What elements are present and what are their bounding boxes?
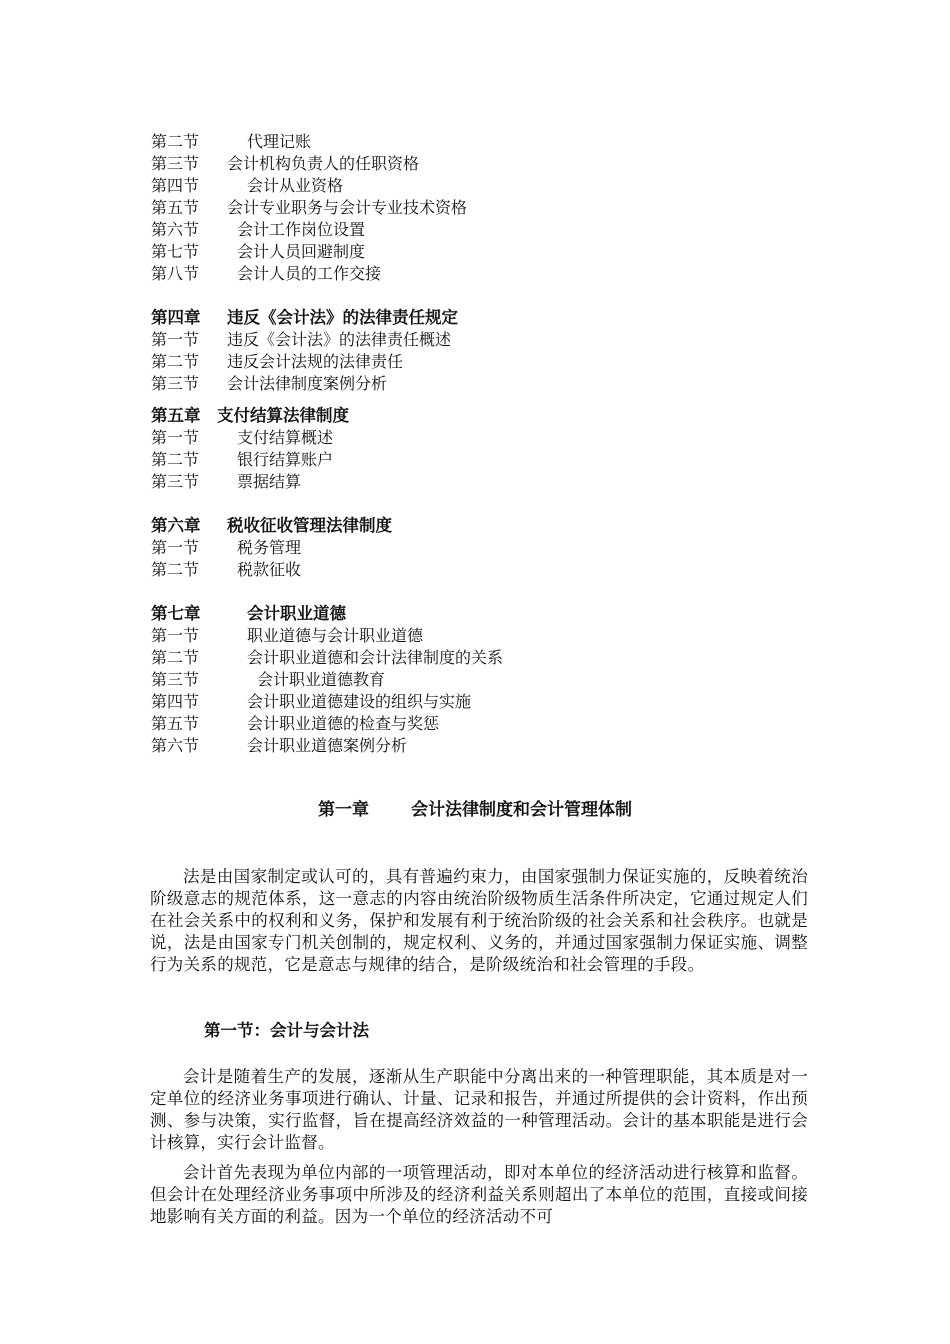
chapter-title: 支付结算法律制度	[217, 406, 349, 425]
section-number: 第四节	[151, 176, 200, 195]
toc-section-row	[151, 559, 851, 581]
chapter-number: 第四章	[151, 308, 201, 327]
section-number: 第一节	[151, 626, 200, 645]
section-title: 会计职业道德建设的组织与实施	[247, 692, 472, 711]
section-title: 会计从业资格	[247, 176, 344, 195]
chapter-title: 违反《会计法》的法律责任规定	[227, 308, 458, 327]
body-paragraph: 会计首先表现为单位内部的一项管理活动，即对本单位的经济活动进行核算和监督。但会计在处理经济业务事项中所涉及的经济利益关系则超出了本单位的范围，直接或间接地影响有关方面的利益。因为一个单位的经济活动不可	[150, 1163, 808, 1226]
section-title: 税务管理	[237, 538, 302, 557]
toc-section-row	[151, 669, 851, 691]
section-number: 第五节	[151, 198, 200, 217]
chapter-title: 会计职业道德	[247, 604, 346, 623]
section-number: 第三节	[151, 154, 200, 173]
chapter-title: 税收征收管理法律制度	[227, 516, 392, 535]
section-number: 第六节	[151, 220, 200, 239]
section-number: 第八节	[151, 264, 200, 283]
section-number: 第一节	[151, 428, 200, 447]
section-number: 第二节	[151, 560, 200, 579]
toc-section-row	[151, 537, 851, 559]
body-paragraph: 会计是随着生产的发展，逐渐从生产职能中分离出来的一种管理职能，其本质是对一定单位的经济业务事项进行确认、计量、记录和报告，并通过所提供的会计资料，作出预测、参与决策，实行监督，旨在提高经济效益的一种管理活动。会计的基本职能是进行会计核算，实行会计监督。	[150, 1067, 808, 1152]
toc-chapter-row	[151, 515, 851, 537]
toc-section-row	[151, 131, 851, 153]
toc-section-row	[151, 713, 851, 735]
toc-section-row	[151, 471, 851, 493]
toc-section-row	[151, 735, 851, 757]
toc-section-row	[151, 241, 851, 263]
section-number: 第二节	[151, 132, 200, 151]
toc-section-row	[151, 329, 851, 351]
section-title: 会计工作岗位设置	[237, 220, 366, 239]
section-title: 会计法律制度案例分析	[227, 374, 388, 393]
section-number: 第二节	[151, 648, 200, 667]
section-title: 税款征收	[237, 560, 302, 579]
toc-section-row	[151, 175, 851, 197]
section-number: 第六节	[151, 736, 200, 755]
toc-section-row	[151, 263, 851, 285]
toc-chapter-row	[151, 405, 851, 427]
section-title: 职业道德与会计职业道德	[247, 626, 424, 645]
section-title: 会计机构负责人的任职资格	[227, 154, 420, 173]
chapter-number: 第五章	[151, 406, 201, 425]
toc-section-row	[151, 351, 851, 373]
table-of-contents	[151, 131, 851, 757]
section-title: 会计人员的工作交接	[237, 264, 382, 283]
section-title: 会计职业道德案例分析	[247, 736, 408, 755]
toc-section-row	[151, 373, 851, 395]
section-title: 代理记账	[247, 132, 312, 151]
section-title: 违反《会计法》的法律责任概述	[227, 330, 452, 349]
section-heading: 第一节：会计与会计法	[204, 1021, 369, 1040]
section-number: 第三节	[151, 472, 200, 491]
section-title: 会计专业职务与会计专业技术资格	[227, 198, 468, 217]
section-number: 第二节	[151, 352, 200, 371]
section-number: 第四节	[151, 692, 200, 711]
section-number: 第一节	[151, 538, 200, 557]
toc-section-row	[151, 625, 851, 647]
section-title: 会计职业道德的检查与奖惩	[247, 714, 440, 733]
toc-section-row	[151, 449, 851, 471]
section-number: 第三节	[151, 374, 200, 393]
chapter-number: 第六章	[151, 516, 201, 535]
toc-section-row	[151, 153, 851, 175]
chapter-heading-title: 会计法律制度和会计管理体制	[411, 800, 632, 820]
intro-paragraph: 法是由国家制定或认可的，具有普遍约束力，由国家强制力保证实施的，反映着统治阶级意志的规范体系，这一意志的内容由统治阶级物质生活条件所决定，它通过规定人们在社会关系中的权利和义务，保护和发展有利于统治阶级的社会关系和社会秩序。也就是说，法是由国家专门机关创制的，规定权利、义务的，并通过国家强制力保证实施、调整行为关系的规范，它是意志与规律的结合，是阶级统治和社会管理的手段。	[150, 867, 808, 974]
section-title: 违反会计法规的法律责任	[227, 352, 404, 371]
chapter-heading	[0, 798, 950, 822]
toc-section-row	[151, 647, 851, 669]
section-title: 支付结算概述	[237, 428, 334, 447]
toc-chapter-row	[151, 307, 851, 329]
toc-section-row	[151, 219, 851, 241]
chapter-heading-number: 第一章	[318, 800, 369, 820]
section-number: 第二节	[151, 450, 200, 469]
section-title: 银行结算账户	[237, 450, 334, 469]
section-title: 会计职业道德教育	[257, 670, 386, 689]
toc-section-row	[151, 427, 851, 449]
section-number: 第三节	[151, 670, 200, 689]
toc-section-row	[151, 197, 851, 219]
section-number: 第七节	[151, 242, 200, 261]
toc-block-chapter3-sections	[151, 131, 851, 285]
section-title: 会计人员回避制度	[237, 242, 366, 261]
section-title: 会计职业道德和会计法律制度的关系	[247, 648, 504, 667]
section-number: 第五节	[151, 714, 200, 733]
chapter-number: 第七章	[151, 604, 201, 623]
toc-chapter-row	[151, 603, 851, 625]
section-number: 第一节	[151, 330, 200, 349]
toc-section-row	[151, 691, 851, 713]
section-title: 票据结算	[237, 472, 302, 491]
